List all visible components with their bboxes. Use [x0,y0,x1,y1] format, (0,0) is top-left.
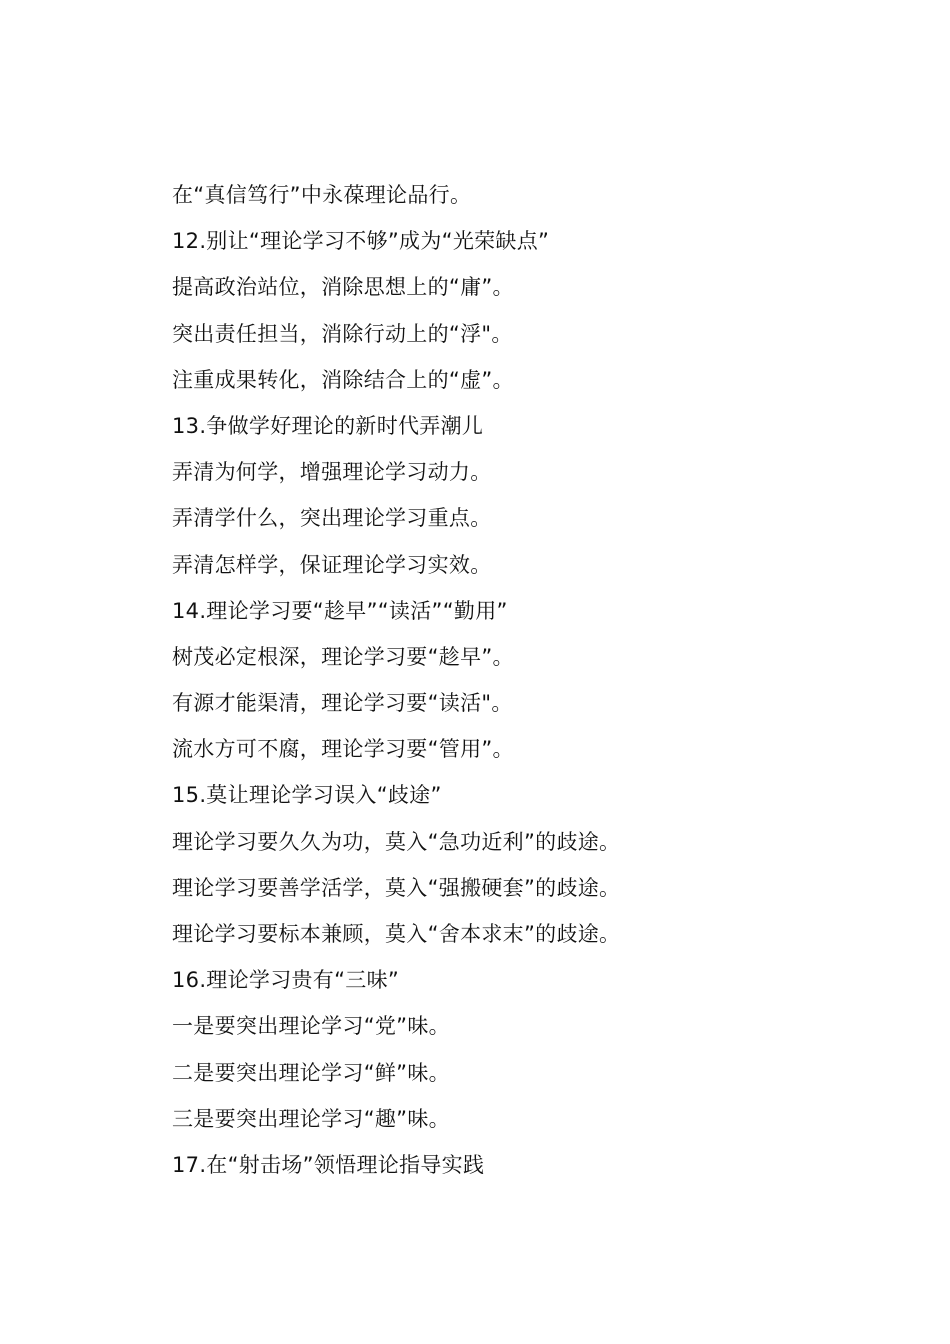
section-heading-15: 15.莫让理论学习误入“歧途” [172,783,442,808]
text-line: 弄清怎样学，保证理论学习实效。 [172,552,492,577]
text-line: 二是要突出理论学习“鲜”味。 [172,1060,450,1085]
text-line: 提高政治站位，消除思想上的“庸”。 [172,275,514,300]
text-line: 有源才能渠清，理论学习要“读活"。 [172,691,513,716]
section-heading-16: 16.理论学习贵有“三味” [172,968,400,993]
text-line: 树茂必定根深，理论学习要“趁早”。 [172,644,514,669]
text-line: 弄清为何学，增强理论学习动力。 [172,460,492,485]
section-heading-17: 17.在“射击场”领悟理论指导实践 [172,1152,485,1177]
text-line: 突出责任担当，消除行动上的“浮"。 [172,321,513,346]
text-line: 三是要突出理论学习“趣”味。 [172,1106,450,1131]
section-heading-12: 12.别让“理论学习不够”成为“光荣缺点” [172,229,550,254]
document-body [172,172,872,1188]
text-line: 在“真信笃行”中永葆理论品行。 [172,183,472,207]
section-heading-13: 13.争做学好理论的新时代弄潮儿 [172,413,484,438]
section-heading-14: 14.理论学习要“趁早”“读活”“勤用” [172,598,508,623]
text-line: 注重成果转化，消除结合上的“虚”。 [172,367,514,392]
text-line: 理论学习要久久为功，莫入“急功近利”的歧途。 [172,829,621,854]
text-line: 理论学习要善学活学，莫入“强搬硬套”的歧途。 [172,875,621,900]
text-line: 流水方可不腐，理论学习要“管用”。 [172,737,514,762]
text-line: 一是要突出理论学习“党”味。 [172,1014,450,1039]
text-line: 理论学习要标本兼顾，莫入“舍本求末”的歧途。 [172,922,621,946]
text-line: 弄清学什么，突出理论学习重点。 [172,506,492,531]
